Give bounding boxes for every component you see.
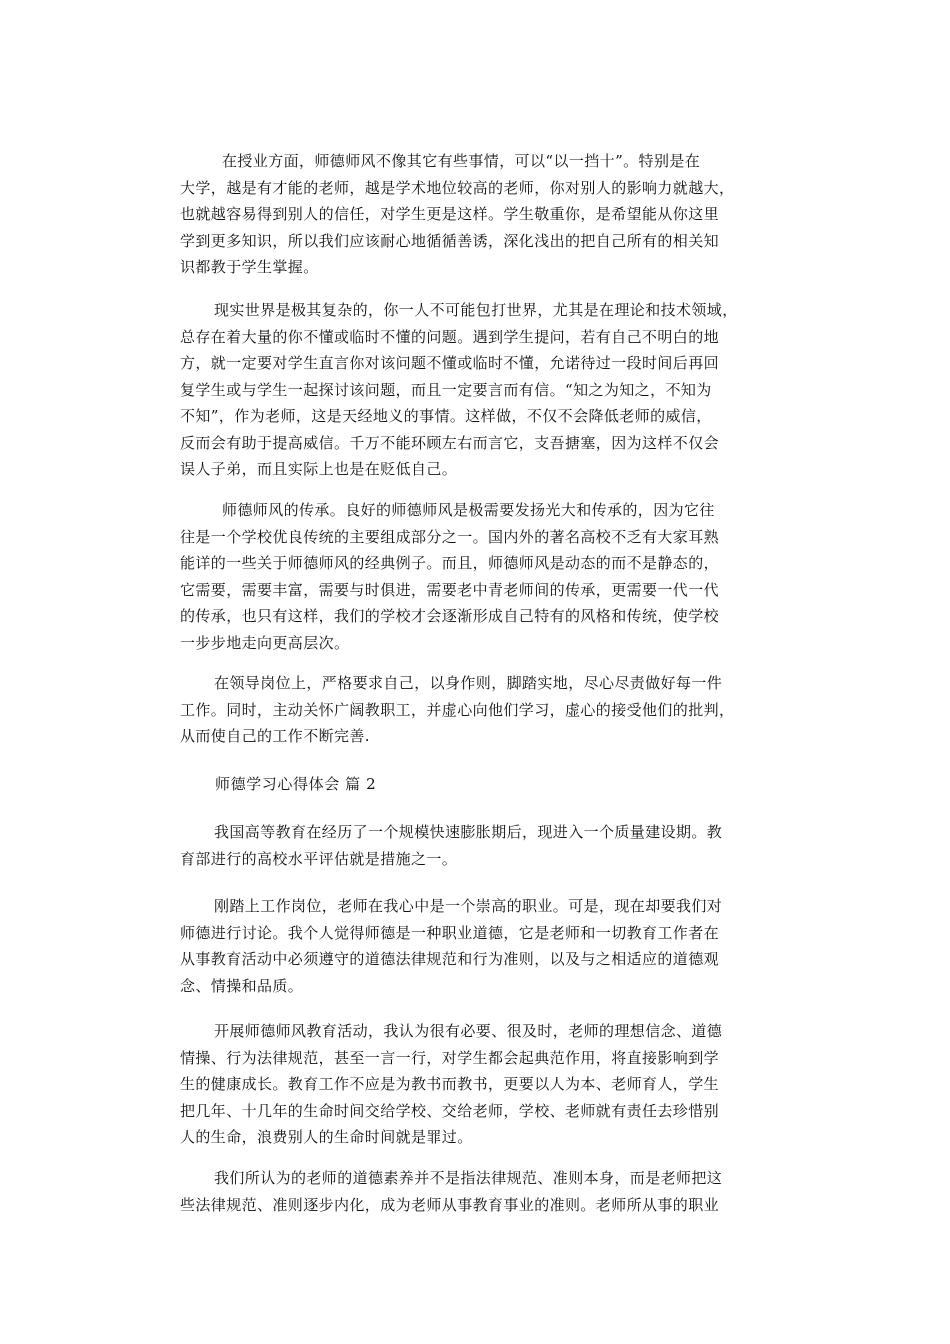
paragraph-5 bbox=[180, 819, 780, 872]
paragraph-7 bbox=[180, 1018, 780, 1151]
text-line: 往是一个学校优良传统的主要组成部分之一。国内外的著名高校不乏有大家耳熟 bbox=[180, 527, 720, 546]
text-line: 现实世界是极其复杂的，你一人不可能包打世界，尤其是在理论和技术领域， bbox=[214, 301, 738, 319]
text-line: 复学生或与学生一起探讨该问题，而且一定要言而有信。“知之为知之，不知为 bbox=[180, 380, 712, 399]
text-line: 师德师风的传承。良好的师德师风是极需要发扬光大和传承的，因为它往 bbox=[222, 501, 715, 519]
text-line: 总存在着大量的你不懂或临时不懂的问题。遇到学生提问，若有自己不明白的地 bbox=[180, 327, 720, 346]
text-line: 在领导岗位上，严格要求自己，以身作则，脚踏实地，尽心尽责做好每一件 bbox=[214, 674, 723, 692]
text-line: 一步步地走向更高层次。 bbox=[180, 633, 350, 652]
paragraph-1 bbox=[180, 148, 780, 281]
text-line: 也就越容易得到别人的信任，对学生更是这样。学生敬重你，是希望能从你这里 bbox=[180, 205, 720, 223]
text-line: 反而会有助于提高威信。千万不能环顾左右而言它，支吾搪塞，因为这样不仅会 bbox=[180, 433, 720, 452]
text-line: 识都教于学生掌握。 bbox=[180, 258, 319, 276]
text-line: 学到更多知识，所以我们应该耐心地循循善诱，深化浅出的把自己所有的相关知 bbox=[180, 231, 720, 250]
text-line: 在授业方面，师德师风不像其它有些事情，可以“以一挡十”。特别是在 bbox=[222, 152, 701, 170]
text-line: 念、情操和品质。 bbox=[180, 976, 304, 995]
text-line: 能详的一些关于师德师风的经典例子。而且，师德师风是动态的而不是静态的， bbox=[180, 554, 720, 572]
text-line: 我国高等教育在经历了一个规模快速膨胀期后，现进入一个质量建设期。教 bbox=[214, 823, 723, 841]
paragraph-6 bbox=[180, 893, 780, 999]
text-line: 刚踏上工作岗位，老师在我心中是一个崇高的职业。可是，现在却要我们对 bbox=[214, 897, 723, 915]
paragraph-2 bbox=[180, 297, 780, 483]
text-line: 些法律规范、准则逐步内化，成为老师从事教育事业的准则。老师所从事的职业 bbox=[180, 1195, 720, 1214]
text-line: 情操、行为法律规范，甚至一言一行，对学生都会起典范作用，将直接影响到学 bbox=[180, 1048, 720, 1067]
paragraph-3 bbox=[180, 497, 780, 656]
text-line: 大学，越是有才能的老师，越是学术地位较高的老师，你对别人的影响力就越大， bbox=[180, 178, 735, 197]
text-line: 生的健康成长。教育工作不应是为教书而教书，更要以人为本、老师育人，学生 bbox=[180, 1075, 720, 1093]
text-line: 它需要，需要丰富，需要与时俱进，需要老中青老师间的传承，更需要一代一代 bbox=[180, 580, 720, 599]
text-line: 误人子弟，而且实际上也是在贬低自己。 bbox=[180, 460, 458, 478]
text-line: 师德进行讨论。我个人觉得师德是一种职业道德，它是老师和一切教育工作者在 bbox=[180, 923, 720, 942]
section-heading: 师德学习心得体会 篇 2 bbox=[215, 775, 377, 793]
paragraph-4 bbox=[180, 670, 780, 750]
text-line: 人的生命，浪费别人的生命时间就是罪过。 bbox=[180, 1128, 473, 1146]
text-line: 把几年、十几年的生命时间交给学校、交给老师，学校、老师就有责任去珍惜别 bbox=[180, 1101, 720, 1120]
text-line: 方，就一定要对学生直言你对该问题不懂或临时不懂，允诺待过一段时间后再回 bbox=[180, 354, 720, 372]
text-line: 开展师德师风教育活动，我认为很有必要、很及时，老师的理想信念、道德 bbox=[214, 1022, 723, 1040]
paragraph-8 bbox=[180, 1165, 780, 1218]
text-line: 我们所认为的老师的道德素养并不是指法律规范、准则本身，而是老师把这 bbox=[214, 1169, 723, 1187]
text-line: 从事教育活动中必须遵守的道德法律规范和行为准则，以及与之相适应的道德观 bbox=[180, 950, 720, 968]
text-line: 工作。同时，主动关怀广阔教职工，并虚心向他们学习，虚心的接受他们的批判， bbox=[180, 700, 735, 719]
text-line: 育部进行的高校水平评估就是措施之一。 bbox=[180, 849, 458, 868]
text-line: 从而使自己的工作不断完善. bbox=[180, 727, 370, 745]
text-line: 的传承，也只有这样，我们的学校才会逐渐形成自己特有的风格和传统，使学校 bbox=[180, 607, 720, 625]
text-line: 不知”，作为老师，这是天经地义的事情。这样做，不仅不会降低老师的威信， bbox=[180, 407, 712, 425]
